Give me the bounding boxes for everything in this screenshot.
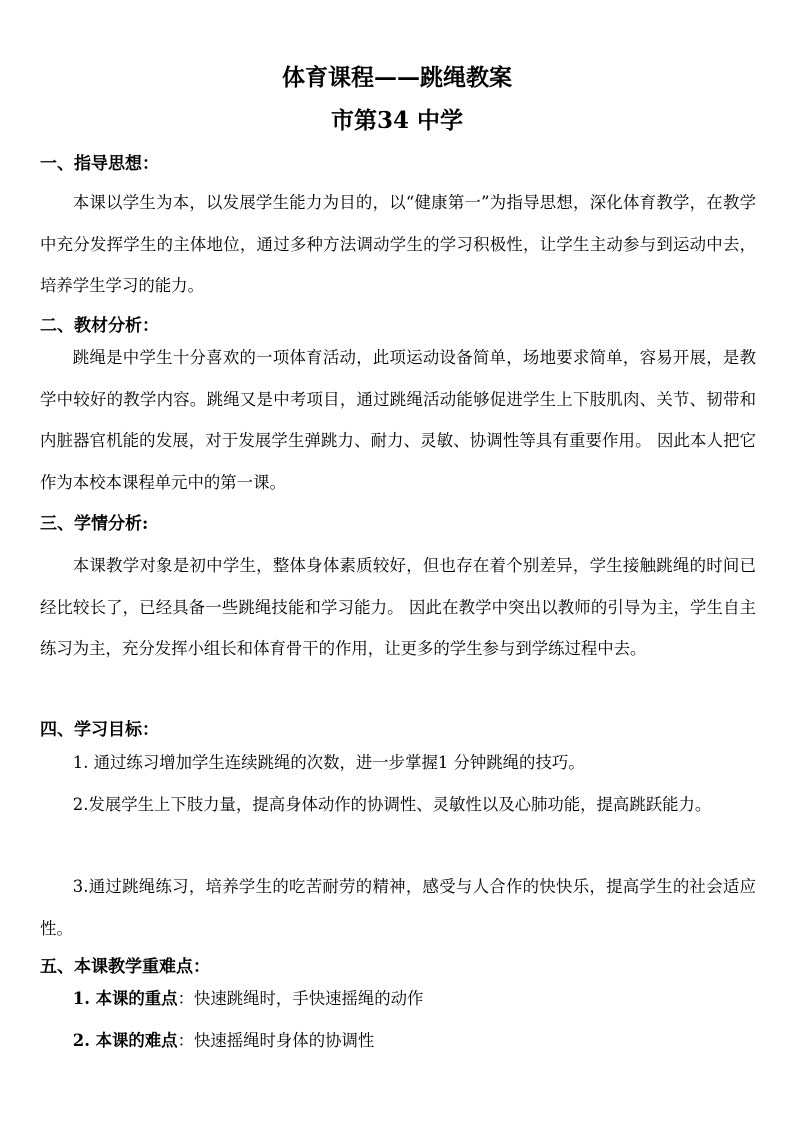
key-point-label: 1. 本课的重点 xyxy=(72,989,178,1008)
section-heading-learning-goals: 四、学习目标： xyxy=(40,720,159,740)
section-heading-material-analysis: 二、教材分析： xyxy=(40,316,159,336)
difficult-point-text: 快速摇绳时身体的协调性 xyxy=(193,1031,375,1050)
paragraph-guiding-thought: 本课以学生为本，以发展学生能力为目的，以“健康第一”为指导思想，深化体育教学，在教学中充分发挥学生的主体地位，通过多种方法调动学生的学习积极性，让学生主动参与到运动中去，培养学生学习的能力。 xyxy=(40,193,756,295)
learning-goal-3: 3.通过跳绳练习，培养学生的吃苦耐劳的精神，感受与人合作的快快乐，提高学生的社会适应性。 xyxy=(40,877,756,938)
difficult-point-separator: ： xyxy=(177,1031,194,1050)
key-point-text: 快速跳绳时，手快速摇绳的动作 xyxy=(193,989,424,1008)
paragraph-material-analysis: 跳绳是中学生十分喜欢的一项体育活动，此项运动设备简单，场地要求简单，容易开展，是教学中较好的教学内容。跳绳又是中考项目，通过跳绳活动能够促进学生上下肢肌肉、关节、韧带和内脏器官机能的发展，对于发展学生弹跳力、耐力、灵敏、协调性等具有重要作用。 因此本人把它作为本校本课程单元中的第一课。 xyxy=(40,348,756,492)
paragraph-learner-analysis: 本课教学对象是初中学生，整体身体素质较好，但也存在着个别差异，学生接触跳绳的时间已经比较长了，已经具备一些跳绳技能和学习能力。 因此在教学中突出以教师的引导为主，学生自主练习为主，充分发挥小组长和体育骨干的作用，让更多的学生参与到学练过程中去。 xyxy=(40,556,756,658)
key-point-separator: ： xyxy=(177,989,194,1008)
section-heading-guiding-thought: 一、指导思想： xyxy=(40,154,159,174)
document-subtitle: 市第34 中学 xyxy=(330,107,463,134)
learning-goal-1: 1. 通过练习增加学生连续跳绳的次数，进一步掌握1 分钟跳绳的技巧。 xyxy=(72,753,585,772)
learning-goal-2: 2.发展学生上下肢力量，提高身体动作的协调性、灵敏性以及心肺功能，提高跳跃能力。 xyxy=(72,795,712,814)
document-title: 体育课程——跳绳教案 xyxy=(282,64,512,91)
key-point-item xyxy=(40,978,756,1020)
section-heading-key-difficult-points: 五、本课教学重难点： xyxy=(40,957,210,977)
difficult-point-label: 2. 本课的难点 xyxy=(72,1031,178,1050)
difficult-point-item xyxy=(40,1020,756,1062)
section-heading-learner-analysis: 三、学情分析: xyxy=(40,514,149,534)
